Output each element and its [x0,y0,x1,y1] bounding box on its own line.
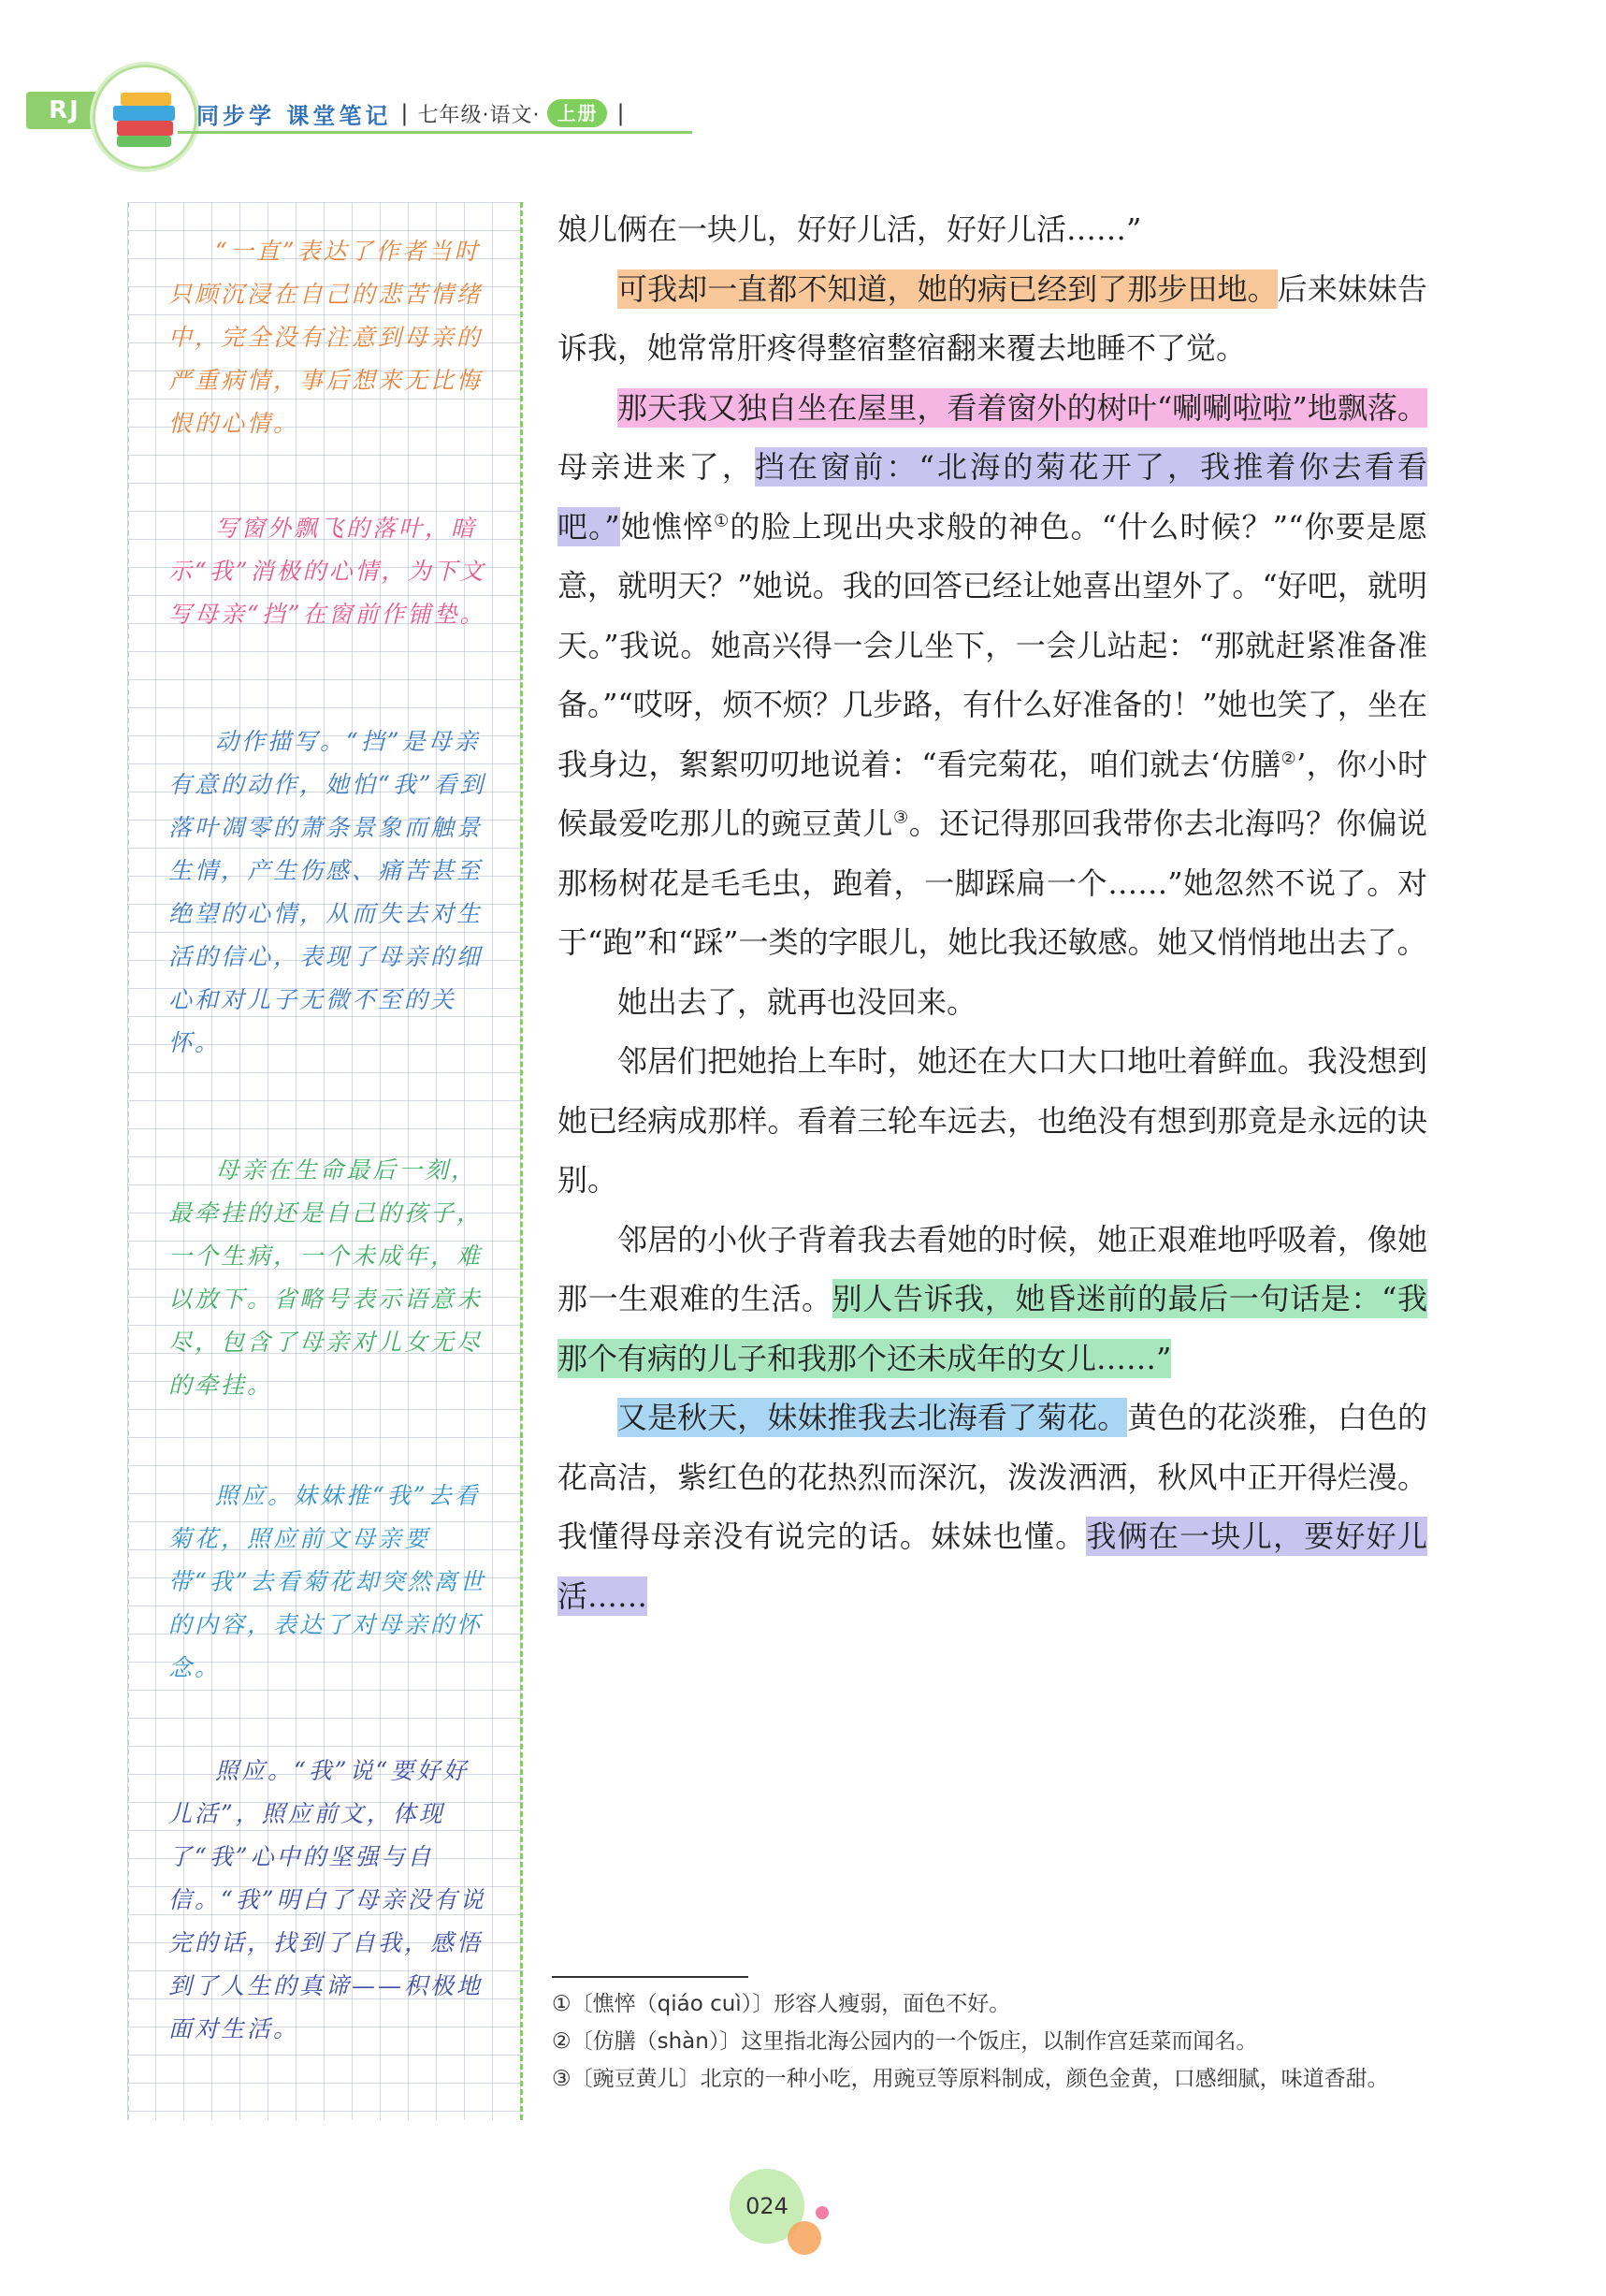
margin-note-1: “一直”表达了作者当时只顾沉浸在自己的悲苦情绪中，完全没有注意到母亲的严重病情，事后想来无比悔恨的心情。 [168,238,484,437]
paragraph-7: 又是秋天，妹妹推我去北海看了菊花。黄色的花淡雅，白色的花高洁，紫红色的花热烈而深沉，泼泼洒洒，秋风中正开得烂漫。我懂得母亲没有说完的话。妹妹也懂。我俩在一块儿，要好好儿活…… [557,1400,1427,1614]
margin-note-2: 写窗外飘飞的落叶，暗示“我”消极的心情，为下文写母亲“挡”在窗前作铺垫。 [168,515,486,628]
series-name: 同步学 课堂笔记 [196,102,392,129]
notes-border-left [127,202,129,2120]
paragraph-4: 她出去了，就再也没回来。 [617,983,977,1020]
footnote-3: ③〔豌豆黄儿〕北京的一种小吃，用豌豆等原料制成，颜色金黄，口感细腻，味道香甜。 [552,2067,1389,2091]
grade-subject: 七年级·语文· [417,103,541,127]
paragraph-1: 娘儿俩在一块儿，好好儿活，好好儿活……” [557,211,1142,247]
decorative-dot-orange [788,2221,821,2255]
margin-note-6: 照应。“我”说“要好好儿活”，照应前文，体现了“我”心中的坚强与自信。“我”明白了母亲没有说完的话，找到了自我，感悟到了人生的真谛——积极地面对生活。 [168,1757,486,2042]
highlight-orange: 可我却一直都不知道，她的病已经到了那步田地。 [617,270,1278,307]
footnote-ref-1: ① [714,510,731,530]
footnote-rule [552,1976,748,1978]
header-separator-end: | [616,100,625,126]
margin-note-4: 母亲在生命最后一刻，最牵挂的还是自己的孩子，一个生病，一个未成年，难以放下。省略号表示语意未尽，包含了母亲对儿女无尽的牵挂。 [168,1156,484,1399]
highlight-purple: 挡在窗前：“北海的菊花开了，我推着你去看看吧。” [557,449,1427,545]
page-header [0,0,1606,187]
header-title [196,96,634,130]
books-icon [90,62,200,172]
margin-note-3: 动作描写。“挡”是母亲有意的动作，她怕“我”看到落叶凋零的萧条景象而触景生情，产生伤感、痛苦甚至绝望的心情，从而失去对生活的信心，表现了母亲的细心和对儿子无微不至的关怀。 [168,728,486,1056]
footnotes [552,1985,1422,2098]
highlight-pink: 那天我又独自坐在屋里，看着窗外的树叶“唰唰啦啦”地飘落。 [617,389,1427,426]
paragraph-6: 邻居的小伙子背着我去看她的时候，她正艰难地呼吸着，像她那一生艰难的生活。别人告诉我，她昏迷前的最后一句话是：“我那个有病的儿子和我那个还未成年的女儿……” [557,1221,1427,1376]
decorative-dot-pink [816,2206,829,2219]
footnote-1: ①〔憔悴（qiáo cuì）〕形容人瘦弱，面色不好。 [552,1992,1011,2016]
paragraph-3: 那天我又独自坐在屋里，看着窗外的树叶“唰唰啦啦”地飘落。母亲进来了，挡在窗前：“北海的菊花开了，我推着你去看看吧。”她憔悴①的脸上现出央求般的神色。“什么时候？”“你要是愿意，就明天？”她说。我的回答已经让她喜出望外了。“好吧，就明天。”我说。她高兴得一会儿坐下，一会儿站起：“那就赶紧准备准备。”“哎呀，烦不烦？几步路，有什么好准备的！”她也笑了，坐在我身边，絮絮叨叨地说着：“看完菊花，咱们就去‘仿膳②’，你小时候最爱吃那儿的豌豆黄儿③。还记得那回我带你去北海吗？你偏说那杨树花是毛毛虫，跑着，一脚踩扁一个……”她忽然不说了。对于“跑”和“踩”一类的字眼儿，她比我还敏感。她又悄悄地出去了。 [557,389,1427,960]
page-number: 024 [730,2169,804,2244]
paragraph-5: 邻居们把她抬上车时，她还在大口大口地吐着鲜血。我没想到她已经病成那样。看着三轮车远去，也绝没有想到那竟是永远的诀别。 [557,1043,1427,1198]
footnote-2: ②〔仿膳（shàn）〕这里指北海公园内的一个饭庄，以制作宫廷菜而闻名。 [552,2029,1258,2054]
highlight-purple-end: 我俩在一块儿，要好好儿活…… [557,1519,1427,1614]
main-text [557,200,1427,1626]
footnote-ref-2: ② [1280,748,1297,768]
notes-border-right [520,202,523,2120]
highlight-green: 别人告诉我，她昏迷前的最后一句话是：“我那个有病的儿子和我那个还未成年的女儿……” [557,1281,1427,1376]
header-separator: | [400,100,409,126]
footnote-ref-3: ③ [893,807,909,828]
series-tag: RJ [26,92,103,129]
header-rule [178,131,692,134]
paragraph-2: 可我却一直都不知道，她的病已经到了那步田地。后来妹妹告诉我，她常常肝疼得整宿整宿翻来覆去地睡不了觉。 [557,270,1427,366]
margin-note-5: 照应。妹妹推“我”去看菊花，照应前文母亲要带“我”去看菊花却突然离世的内容，表达了对母亲的怀念。 [168,1482,486,1681]
volume-badge: 上册 [547,99,607,127]
highlight-blue: 又是秋天，妹妹推我去北海看了菊花。 [617,1400,1128,1435]
